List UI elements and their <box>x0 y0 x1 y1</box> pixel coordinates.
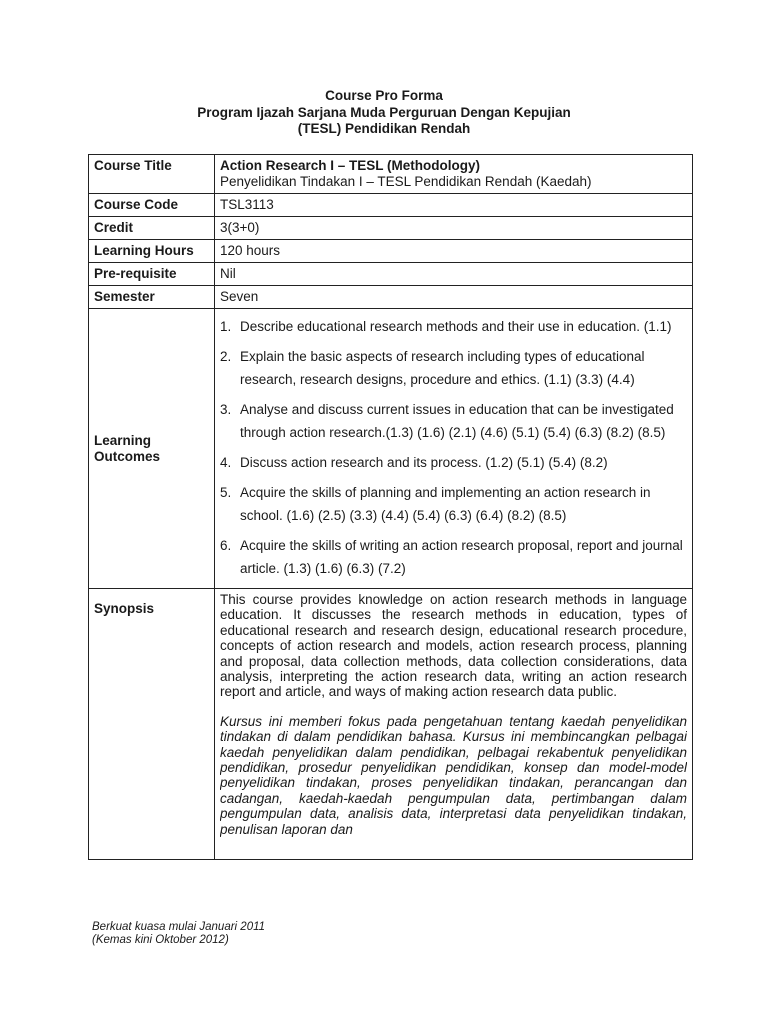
list-item <box>220 451 687 474</box>
list-item-number: 5. <box>220 485 232 500</box>
row-prerequisite <box>89 263 693 286</box>
list-item-text: Acquire the skills of writing an action research proposal, report and journal article. (1.3) (1.6) (6.3) (7.2) <box>240 538 683 576</box>
synopsis-label: Synopsis <box>89 589 215 860</box>
row-semester <box>89 286 693 309</box>
row-credit <box>89 217 693 240</box>
learning-outcomes-list <box>220 315 687 580</box>
course-code-label: Course Code <box>89 194 215 217</box>
course-title-label: Course Title <box>89 155 215 194</box>
list-item-text: Acquire the skills of planning and implementing an action research in school. (1.6) (2.5) (3.3) (4.4) (5.4) (6.3) (6.4) (8.2) (8.5) <box>240 485 651 523</box>
synopsis-value <box>215 589 693 860</box>
list-item-number: 3. <box>220 402 232 417</box>
learning-hours-value: 120 hours <box>215 240 693 263</box>
document-header <box>0 88 768 138</box>
row-course-title <box>89 155 693 194</box>
row-course-code <box>89 194 693 217</box>
prerequisite-label: Pre-requisite <box>89 263 215 286</box>
footer-effective-date: Berkuat kuasa mulai Januari 2011 <box>92 921 266 933</box>
row-learning-outcomes <box>89 309 693 589</box>
list-item-text: Explain the basic aspects of research including types of educational research, research designs, procedure and ethics. (1.1) (3.3) (4.4) <box>240 349 645 387</box>
list-item <box>220 481 687 527</box>
list-item-number: 2. <box>220 349 232 364</box>
row-synopsis <box>89 589 693 860</box>
synopsis-malay: Kursus ini memberi fokus pada pengetahuan tentang kaedah penyelidikan tindakan di dalam pendidikan bahasa. Kursus ini membincangkan pelbagai kaedah penyelidikan dalam pendidikan, pelbagai rekabentuk penyelidikan pendidikan, prosedur penyelidikan pendidikan, konsep dan model-model penyelidikan tindakan, proses penyelidikan tindakan, perancangan dan cadangan, kaedah-kaedah pengumpulan data, pertimbangan dalam pengumpulan data, analisis data, interpretasi data penyelidikan tindakan, penulisan laporan dan <box>220 713 687 837</box>
header-program: Program Ijazah Sarjana Muda Perguruan Dengan Kepujian <box>197 104 571 120</box>
list-item <box>220 534 687 580</box>
course-title-english: Action Research I – TESL (Methodology) <box>220 158 481 173</box>
list-item-text: Analyse and discuss current issues in education that can be investigated through action research.(1.3) (1.6) (2.1) (4.6) (5.1) (5.4) (6.3) (8.2) (8.5) <box>240 402 674 440</box>
list-item <box>220 315 687 338</box>
row-learning-hours <box>89 240 693 263</box>
header-title: Course Pro Forma <box>325 88 443 103</box>
course-title-malay: Penyelidikan Tindakan I – TESL Pendidikan Rendah (Kaedah) <box>220 174 592 189</box>
synopsis-text-block <box>220 592 687 856</box>
learning-outcomes-value <box>215 309 693 589</box>
credit-label: Credit <box>89 217 215 240</box>
semester-label: Semester <box>89 286 215 309</box>
list-item <box>220 398 687 444</box>
list-item-number: 6. <box>220 538 232 553</box>
course-code-value: TSL3113 <box>215 194 693 217</box>
learning-outcomes-label: Learning Outcomes <box>89 309 215 589</box>
header-program-sub: (TESL) Pendidikan Rendah <box>297 121 471 136</box>
course-title-value <box>215 155 693 194</box>
list-item-number: 1. <box>220 319 232 334</box>
list-item <box>220 345 687 391</box>
list-item-text: Describe educational research methods and their use in education. (1.1) <box>240 319 672 334</box>
semester-value: Seven <box>215 286 693 309</box>
prerequisite-value: Nil <box>215 263 693 286</box>
footer-updated-date: (Kemas kini Oktober 2012) <box>92 934 229 946</box>
list-item-text: Discuss action research and its process. (1.2) (5.1) (5.4) (8.2) <box>240 455 608 470</box>
document-footer <box>92 921 265 947</box>
credit-value: 3(3+0) <box>215 217 693 240</box>
learning-hours-label: Learning Hours <box>89 240 215 263</box>
synopsis-english: This course provides knowledge on action research methods in language education. It discusses the research methods in education, types of educational research and research design, educational research procedure, concepts of action research and models, action research process, planning and proposal, data collection methods, data collection considerations, data analysis, interpreting the action research data, writing an action research report and article, and ways of making action research data public. <box>220 592 687 700</box>
course-pro-forma-table <box>88 154 693 860</box>
list-item-number: 4. <box>220 455 232 470</box>
